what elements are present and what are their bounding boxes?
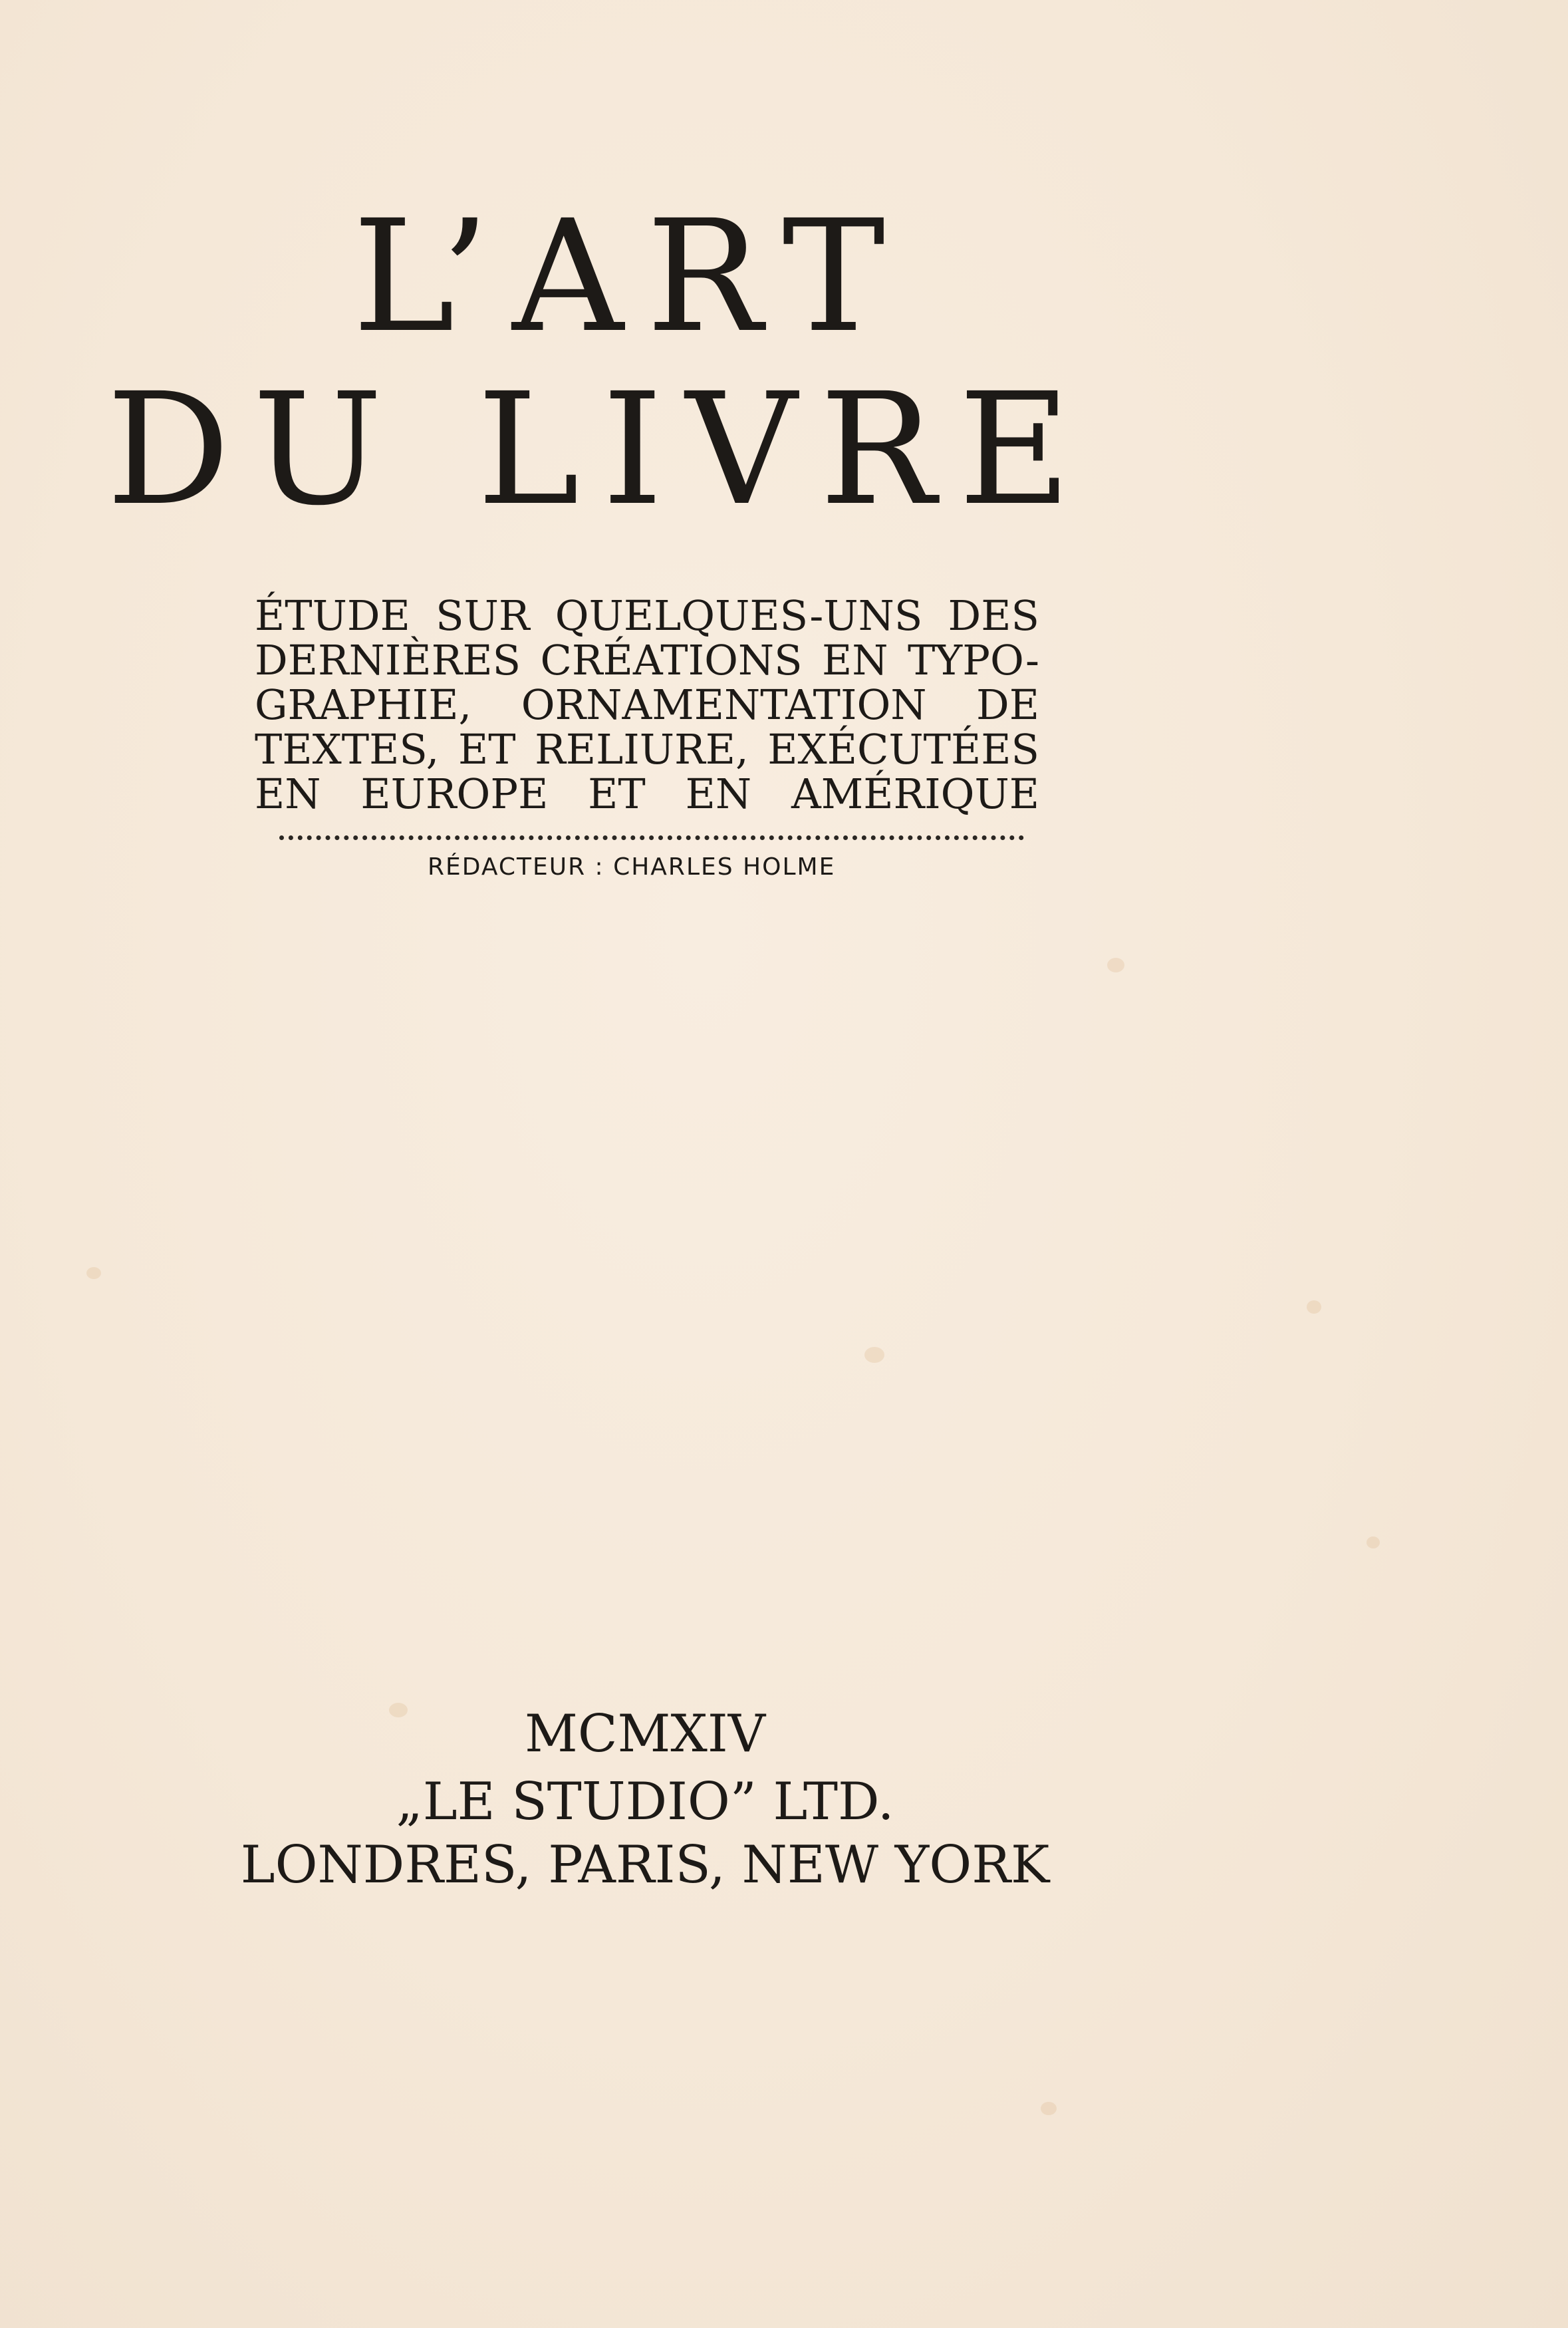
subtitle-line: TEXTES, ET RELIURE, EXÉCUTÉES bbox=[255, 725, 1039, 774]
paper-stain bbox=[86, 1267, 101, 1279]
publication-year: MCMXIV bbox=[524, 1704, 766, 1764]
publisher-name: „LE STUDIO” LTD. bbox=[396, 1772, 894, 1832]
publisher-cities: LONDRES, PARIS, NEW YORK bbox=[240, 1835, 1050, 1895]
paper-stain bbox=[1041, 2102, 1057, 2115]
book-title-line-1: L’ART bbox=[352, 187, 908, 366]
subtitle-line: EN EUROPE ET EN AMÉRIQUE bbox=[255, 770, 1039, 818]
paper-stain bbox=[1307, 1300, 1321, 1314]
subtitle-line: DERNIÈRES CRÉATIONS EN TYPO- bbox=[255, 636, 1039, 684]
paper-stain bbox=[1367, 1536, 1380, 1548]
dotted-divider bbox=[279, 835, 1024, 840]
paper-stain bbox=[1107, 958, 1124, 972]
book-title-line-2: DU LIVRE bbox=[106, 360, 1094, 539]
editor-credit: RÉDACTEUR : CHARLES HOLME bbox=[428, 853, 836, 881]
paper-stain bbox=[864, 1347, 884, 1363]
subtitle-line: ÉTUDE SUR QUELQUES-UNS DES bbox=[255, 591, 1039, 640]
subtitle-line: GRAPHIE, ORNAMENTATION DE bbox=[255, 680, 1039, 729]
